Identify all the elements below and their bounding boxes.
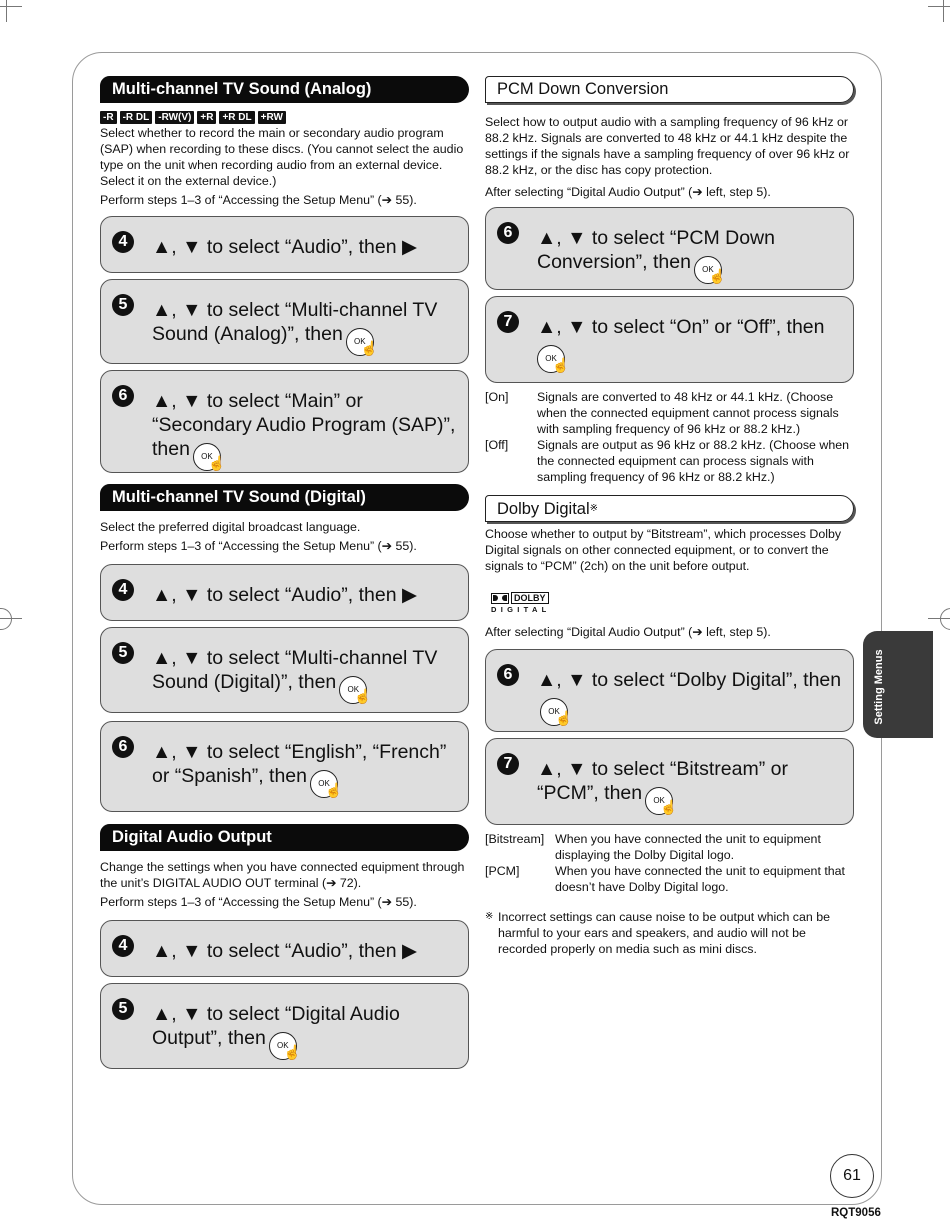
side-tab-label: Setting Menus	[873, 649, 885, 725]
ok-button-icon: OK ☝	[339, 676, 367, 704]
after-selecting-note: After selecting “Digital Audio Output” (➔ left, step 5).	[485, 185, 771, 199]
disc-badge: -RW(V)	[155, 111, 194, 124]
step-box	[485, 207, 854, 290]
option-description: When you have connected the unit to equipment displaying the Dolby Digital logo.	[555, 832, 821, 862]
section-description: Select the preferred digital broadcast language.	[100, 520, 361, 534]
step-box	[100, 983, 469, 1069]
step-number: 4	[112, 579, 134, 601]
step-box	[100, 216, 469, 273]
step-instruction	[537, 315, 847, 373]
ok-button-icon: OK ☝	[694, 256, 722, 284]
step-text: ▲, ▼ to select “Audio”, then ▶	[152, 236, 417, 258]
option-description: Signals are converted to 48 kHz or 44.1 kHz. (Choose when the connected equipment cannot process signals with sampling frequency of 96 kHz or 88.2 kHz.)	[537, 390, 839, 436]
pointing-hand-icon: ☝	[552, 357, 570, 373]
step-box	[100, 920, 469, 977]
step-text: ▲, ▼ to select “On” or “Off”, then	[537, 316, 825, 338]
step-instruction	[537, 757, 847, 815]
ok-button-icon: OK ☝	[193, 443, 221, 471]
section-description: Change the settings when you have connected equipment through the unit’s DIGITAL AUDIO OUT terminal (➔ 72).	[100, 860, 465, 890]
footnote-text: Incorrect settings can cause noise to be output which can be harmful to your ears and speakers, and audio will not be recorded properly on media such as mini discs.	[498, 910, 830, 956]
step-number: 4	[112, 935, 134, 957]
option-term: [On]	[485, 390, 509, 404]
pointing-hand-icon: ☝	[708, 268, 727, 284]
ok-button-icon: OK ☝	[310, 770, 338, 798]
step-instruction	[152, 740, 462, 798]
option-term: [Bitstream]	[485, 832, 545, 846]
double-d-icon	[491, 593, 509, 604]
step-number: 6	[497, 222, 519, 244]
step-text: ▲, ▼ to select “English”, “French” or “Spanish”, then	[152, 741, 447, 787]
step-box	[485, 738, 854, 825]
option-term: [Off]	[485, 438, 509, 452]
pointing-hand-icon: ☝	[555, 710, 573, 726]
ok-button-icon: OK ☝	[645, 787, 673, 815]
option-list	[485, 389, 854, 485]
step-number: 4	[112, 231, 134, 253]
step-number: 6	[112, 385, 134, 407]
section-description: Select whether to record the main or secondary audio program (SAP) when recording to these discs. (You cannot select the audio type on the unit when recording audio from an external device. Select it on the external device.)	[100, 126, 464, 188]
disc-badge: +RW	[258, 111, 286, 124]
step-instruction	[537, 226, 847, 284]
section-heading-dolby-digital: Dolby Digital※	[485, 495, 854, 522]
step-box	[100, 721, 469, 812]
perform-steps-note: Perform steps 1–3 of “Accessing the Setup Menu” (➔ 55).	[100, 539, 417, 553]
step-instruction	[152, 298, 462, 356]
pointing-hand-icon: ☝	[354, 688, 372, 704]
footnote	[485, 909, 854, 957]
disc-type-badges	[100, 111, 469, 124]
disc-badge: +R DL	[219, 111, 254, 124]
step-text: ▲, ▼ to select “Main” or “Secondary Audio Program (SAP)”, then	[152, 390, 456, 460]
left-column	[100, 76, 469, 1075]
section-description: Choose whether to output by “Bitstream”, which processes Dolby Digital signals on other connected equipment, or to convert the signals to “PCM” (2ch) on the unit before output.	[485, 527, 842, 573]
option-term: [PCM]	[485, 864, 520, 878]
option-list	[485, 831, 854, 895]
page-number: 61	[830, 1154, 874, 1198]
step-text: ▲, ▼ to select “Multi-channel TV Sound (Digital)”, then	[152, 647, 438, 693]
step-instruction	[537, 668, 847, 726]
section-description: Select how to output audio with a sampling frequency of 96 kHz or 88.2 kHz. Signals are converted to 48 kHz or 44.1 kHz despite the settings if the signals have a sampling frequency of over 96 kHz or 88.2 kHz, or the disc has copy protection.	[485, 115, 850, 177]
disc-badge: -R DL	[120, 111, 153, 124]
section-heading-digital-audio-output: Digital Audio Output	[100, 824, 469, 851]
step-number: 6	[112, 736, 134, 758]
perform-steps-note: Perform steps 1–3 of “Accessing the Setup Menu” (➔ 55).	[100, 193, 417, 207]
ok-button-icon: OK ☝	[537, 345, 565, 373]
step-instruction	[152, 1002, 462, 1060]
dolby-digital-logo: DOLBY DIGITAL	[491, 593, 551, 614]
section-heading-pcm-down-conversion: PCM Down Conversion	[485, 76, 854, 103]
step-box	[100, 279, 469, 364]
section-heading-analog: Multi-channel TV Sound (Analog)	[100, 76, 469, 103]
step-number: 5	[112, 998, 134, 1020]
step-text: ▲, ▼ to select “Dolby Digital”, then	[537, 669, 842, 691]
step-box	[485, 296, 854, 383]
step-number: 6	[497, 664, 519, 686]
step-number: 7	[497, 311, 519, 333]
step-text: ▲, ▼ to select “Bitstream” or “PCM”, then	[537, 758, 788, 804]
step-text: ▲, ▼ to select “Audio”, then ▶	[152, 940, 417, 962]
step-text: ▲, ▼ to select “Multi-channel TV Sound (Analog)”, then	[152, 299, 438, 345]
step-box	[485, 649, 854, 732]
right-column	[485, 76, 854, 957]
pointing-hand-icon: ☝	[207, 455, 226, 471]
ok-button-icon: OK ☝	[269, 1032, 297, 1060]
perform-steps-note: Perform steps 1–3 of “Accessing the Setup Menu” (➔ 55).	[100, 895, 417, 909]
document-code: RQT9056	[831, 1207, 881, 1219]
after-selecting-note: After selecting “Digital Audio Output” (➔ left, step 5).	[485, 625, 771, 639]
pointing-hand-icon: ☝	[660, 799, 678, 815]
section-heading-digital: Multi-channel TV Sound (Digital)	[100, 484, 469, 511]
step-number: 5	[112, 294, 134, 316]
step-text: ▲, ▼ to select “Audio”, then ▶	[152, 584, 417, 606]
pointing-hand-icon: ☝	[360, 340, 379, 356]
ok-button-icon: OK ☝	[540, 698, 568, 726]
ok-button-icon: OK ☝	[346, 328, 374, 356]
pointing-hand-icon: ☝	[325, 782, 343, 798]
step-number: 5	[112, 642, 134, 664]
pointing-hand-icon: ☝	[283, 1044, 302, 1060]
step-box	[100, 564, 469, 621]
step-box	[100, 370, 469, 473]
disc-badge: -R	[100, 111, 117, 124]
step-box	[100, 627, 469, 713]
side-tab	[863, 631, 933, 738]
step-text: ▲, ▼ to select “PCM Down Conversion”, then	[537, 227, 775, 273]
footnote-mark: ※	[485, 911, 494, 922]
step-text: ▲, ▼ to select “Digital Audio Output”, then	[152, 1003, 400, 1049]
step-instruction	[152, 646, 462, 704]
option-description: When you have connected the unit to equipment that doesn’t have Dolby Digital logo.	[555, 864, 846, 894]
disc-badge: +R	[197, 111, 216, 124]
option-description: Signals are output as 96 kHz or 88.2 kHz. (Choose when the connected equipment can process signals with sampling frequency of 96 kHz or 88.2 kHz.)	[537, 438, 849, 484]
step-number: 7	[497, 753, 519, 775]
step-instruction	[152, 389, 462, 471]
